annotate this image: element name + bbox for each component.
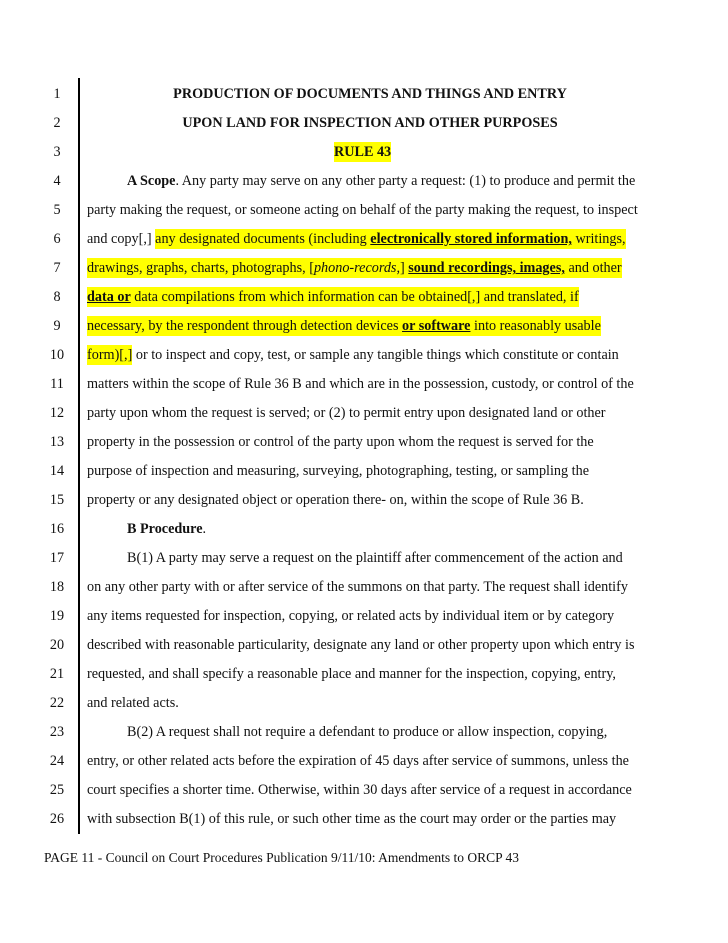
line-number: 10 xyxy=(49,347,65,363)
line-number: 15 xyxy=(49,492,65,508)
doc-line-11 xyxy=(0,370,728,398)
doc-line-4 xyxy=(0,167,728,195)
body-text: matters within the scope of Rule 36 B and which are in the possession, custody, or control of the xyxy=(87,376,634,392)
body-text xyxy=(87,225,719,253)
line-number: 8 xyxy=(53,289,61,305)
body-text xyxy=(87,341,719,369)
doc-line-9 xyxy=(0,312,728,340)
doc-line-12 xyxy=(0,399,728,427)
added-text: data or xyxy=(87,289,131,305)
text-run: any designated documents (including xyxy=(155,231,371,247)
body-text: described with reasonable particularity, designate any land or other property upon which entry is xyxy=(87,637,635,653)
body-text: court specifies a shorter time. Otherwise, within 30 days after service of a request in accordance xyxy=(87,782,632,798)
body-text xyxy=(87,515,728,543)
body-text: any items requested for inspection, copying, or related acts by individual item or by category xyxy=(87,608,615,624)
line-number: 26 xyxy=(49,811,65,827)
body-text: property in the possession or control of the party upon whom the request is served for the xyxy=(87,434,594,450)
line-number: 7 xyxy=(53,260,61,276)
line-number: 14 xyxy=(49,463,65,479)
doc-line-25 xyxy=(0,776,728,804)
doc-line-23 xyxy=(0,718,728,746)
doc-line-3 xyxy=(0,138,728,166)
line-number: 18 xyxy=(49,579,65,595)
body-text: B(2) A request shall not require a defendant to produce or allow inspection, copying, xyxy=(127,724,608,740)
line-number: 21 xyxy=(49,666,65,682)
added-text: electronically stored information, xyxy=(370,231,572,247)
body-text: purpose of inspection and measuring, surveying, photographing, testing, or sampling the xyxy=(87,463,589,479)
doc-line-13 xyxy=(0,428,728,456)
deleted-text: phono-records, xyxy=(313,260,400,276)
section-heading-scope: A Scope xyxy=(127,173,176,189)
line-number: 4 xyxy=(53,173,61,189)
line-number: 23 xyxy=(49,724,65,740)
body-text: B(1) A party may serve a request on the plaintiff after commencement of the action and xyxy=(127,550,623,566)
text-run: or to inspect and copy, test, or sample any tangible things which constitute or contain xyxy=(132,347,619,363)
rule-number: RULE 43 xyxy=(334,144,392,160)
doc-line-19 xyxy=(0,602,728,630)
doc-line-1 xyxy=(0,80,728,108)
rule-title xyxy=(334,138,391,166)
text-run: . Any party may serve on any other party a request: (1) to produce and permit the xyxy=(175,173,636,189)
doc-line-16 xyxy=(0,515,728,543)
body-text: party upon whom the request is served; or (2) to permit entry upon designated land or other xyxy=(87,405,606,421)
body-text: requested, and shall specify a reasonable place and manner for the inspection, copying, entry, xyxy=(87,666,616,682)
body-text: with subsection B(1) of this rule, or such other time as the court may order or the parties may xyxy=(87,811,617,827)
text-run: and copy[,] xyxy=(87,231,156,247)
body-text xyxy=(87,167,728,195)
title-line-2: UPON LAND FOR INSPECTION AND OTHER PURPOSES xyxy=(182,115,558,131)
line-number: 16 xyxy=(49,521,65,537)
doc-line-21 xyxy=(0,660,728,688)
doc-line-10 xyxy=(0,341,728,369)
body-text xyxy=(87,312,719,340)
doc-line-22 xyxy=(0,689,728,717)
text-run: necessary, by the respondent through detection devices xyxy=(87,318,403,334)
added-text: or software xyxy=(402,318,471,334)
highlighted-text xyxy=(87,316,601,336)
body-text: property or any designated object or operation there- on, within the scope of Rule 36 B. xyxy=(87,492,584,508)
text-run: . xyxy=(202,521,207,537)
line-number: 2 xyxy=(53,115,61,131)
line-number: 13 xyxy=(49,434,65,450)
body-text: party making the request, or someone acting on behalf of the party making the request, to inspect xyxy=(87,202,638,218)
text-run: writings, xyxy=(571,231,626,247)
doc-line-6 xyxy=(0,225,728,253)
title-line-1: PRODUCTION OF DOCUMENTS AND THINGS AND ENTRY xyxy=(173,86,567,102)
doc-line-5 xyxy=(0,196,728,224)
doc-line-18 xyxy=(0,573,728,601)
highlighted-text xyxy=(87,258,622,278)
doc-line-2 xyxy=(0,109,728,137)
text-run: drawings, graphs, charts, photographs, [ xyxy=(87,260,314,276)
doc-line-14 xyxy=(0,457,728,485)
highlighted-text xyxy=(155,229,625,249)
text-run: into reasonably usable xyxy=(470,318,601,334)
doc-line-8 xyxy=(0,283,728,311)
line-number: 6 xyxy=(53,231,61,247)
body-text: on any other party with or after service of the summons on that party. The request shall identify xyxy=(87,579,628,595)
doc-line-26 xyxy=(0,805,728,833)
doc-line-15 xyxy=(0,486,728,514)
line-number: 12 xyxy=(49,405,65,421)
doc-line-20 xyxy=(0,631,728,659)
line-number: 3 xyxy=(53,144,61,160)
body-text xyxy=(87,254,719,282)
section-heading-procedure: B Procedure xyxy=(127,521,203,537)
line-number: 25 xyxy=(49,782,65,798)
line-number: 24 xyxy=(49,753,65,769)
line-number: 22 xyxy=(49,695,65,711)
body-text: entry, or other related acts before the expiration of 45 days after service of summons, unless the xyxy=(87,753,629,769)
doc-line-17 xyxy=(0,544,728,572)
highlighted-text xyxy=(87,287,579,307)
page-footer: PAGE 11 - Council on Court Procedures Publication 9/11/10: Amendments to ORCP 43 xyxy=(44,850,519,865)
added-text: sound recordings, images, xyxy=(408,260,565,276)
line-number: 11 xyxy=(50,376,64,392)
text-run: data compilations from which information can be obtained[,] and translated, if xyxy=(130,289,579,305)
line-number: 9 xyxy=(53,318,61,334)
line-number: 1 xyxy=(53,86,61,102)
line-number: 5 xyxy=(53,202,61,218)
line-number: 17 xyxy=(49,550,65,566)
text-run: ] xyxy=(400,260,409,276)
body-text: and related acts. xyxy=(87,695,179,711)
doc-line-24 xyxy=(0,747,728,775)
line-number: 19 xyxy=(49,608,65,624)
line-number: 20 xyxy=(49,637,65,653)
highlighted-text: form)[,] xyxy=(87,347,133,363)
doc-line-7 xyxy=(0,254,728,282)
text-run: and other xyxy=(564,260,622,276)
body-text xyxy=(87,283,719,311)
